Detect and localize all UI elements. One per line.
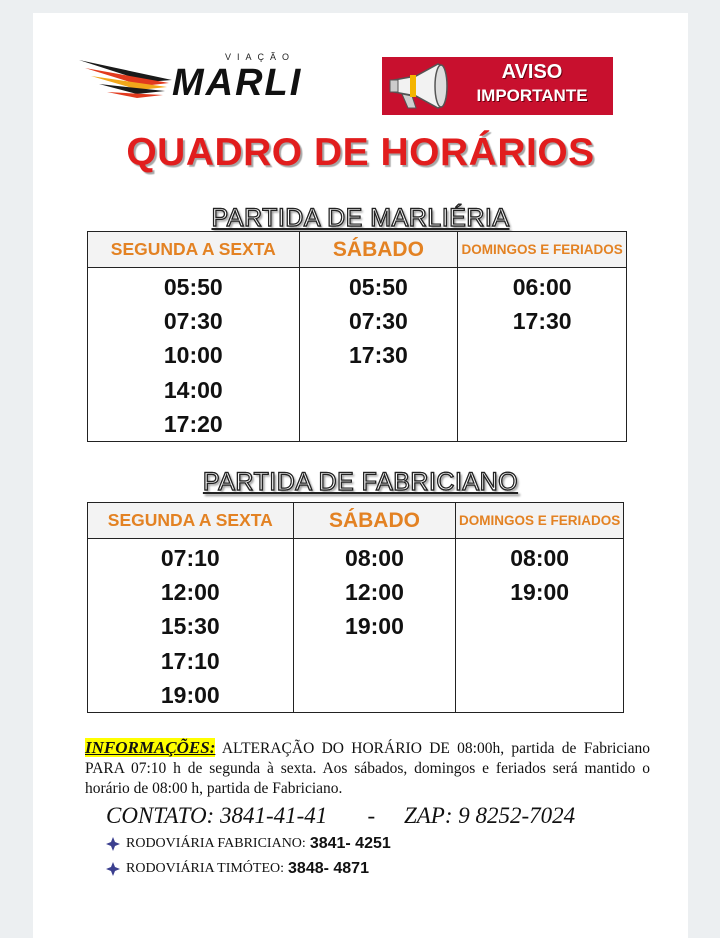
times-cell [88,539,294,713]
departure-time: 14:00 [163,376,223,403]
column-header: DOMINGOS E FERIADOS [458,232,627,268]
page-title: QUADRO DE HORÁRIOS [126,131,595,174]
rodoviaria-fabriciano [106,835,391,853]
departure-time: 05:50 [163,274,223,300]
column-header: SEGUNDA A SEXTA [88,503,294,539]
info-text: ALTERAÇÃO DO HORÁRIO DE 08:00h, partida de Fabriciano PARA 07:10 h de segunda à sexta. Aos sábados, domingos e feriados será mantido o horário de 08:00 h, partida de Fabriciano. [85,740,650,797]
departure-time: 19:00 [160,681,220,708]
departure-time: 17:10 [160,647,220,674]
column-header: SÁBADO [293,503,456,539]
departure-time: 08:00 [345,545,404,571]
aviso-importante-banner [382,57,613,115]
logo-brand-text: MARLI [172,62,303,104]
departure-time: 19:00 [510,579,570,606]
departure-time: 05:50 [349,274,408,300]
aviso-line-1: AVISO [501,61,563,83]
departure-time: 06:00 [512,274,572,300]
bullet-cross-icon [106,862,120,876]
rodoviaria-number: 3841- 4251 [309,835,391,852]
times-cell [458,268,627,442]
departure-time: 17:30 [512,308,572,335]
times-cell [456,539,624,713]
rodoviaria-timoteo [106,860,369,878]
departure-time: 08:00 [510,545,570,571]
contact-line: CONTATO: 3841-41-41 - ZAP: 9 8252-7024 [106,803,576,828]
column-header: DOMINGOS E FERIADOS [456,503,624,539]
departure-time: 12:00 [345,579,404,606]
departure-time: 10:00 [163,342,223,369]
times-cell [293,539,456,713]
info-paragraph [85,738,650,799]
column-header: SÁBADO [299,232,458,268]
rodoviaria-number: 3848- 4871 [288,860,369,877]
megaphone-icon [386,58,456,114]
logo-small-text: VIAÇÃO [225,52,296,62]
aviso-line-2: IMPORTANTE [476,86,588,105]
departure-time: 17:20 [163,410,223,437]
schedule-table-marlieria [87,231,627,442]
section-title-fabriciano: PARTIDA DE FABRICIANO [202,468,519,496]
schedule-page [33,13,688,938]
section-title-marlieria: PARTIDA DE MARLIÉRIA [211,204,510,232]
departure-time: 15:30 [160,613,220,640]
info-label: INFORMAÇÕES: [85,738,216,757]
schedule-table-fabriciano [87,502,624,713]
times-cell [299,268,458,442]
departure-time: 19:00 [345,613,404,640]
rodoviaria-label: RODOVIÁRIA TIMÓTEO: [126,861,285,876]
departure-time: 12:00 [160,579,220,606]
departure-time: 07:10 [160,545,220,571]
departure-time: 17:30 [349,342,408,369]
departure-time: 07:30 [163,308,223,335]
departure-time: 07:30 [349,308,408,335]
marli-logo [77,50,339,106]
rodoviaria-label: RODOVIÁRIA FABRICIANO: [126,836,306,851]
bullet-cross-icon [106,837,120,851]
times-cell [88,268,300,442]
column-header: SEGUNDA A SEXTA [88,232,300,268]
